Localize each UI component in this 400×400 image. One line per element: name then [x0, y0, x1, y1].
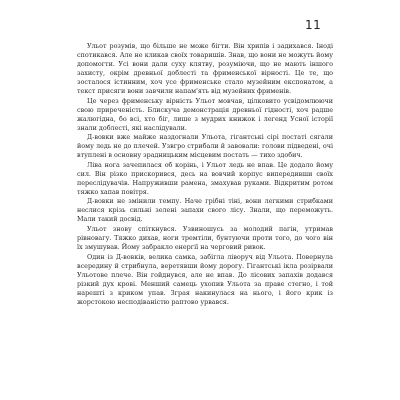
page-number: 11 [305, 18, 322, 32]
paragraph-5: Д-вовки не змінили темпу. Наче грібні тіні, вони легкими стрибками неслися крізь сильні зелені запахи свого лісу. Знали, що переможуть. Мали такий досвід. [77, 197, 333, 224]
paragraph-3: Д-вовки вже майже наздогнали Ульота, гігантські сірі постаті сягали йому ледь не до плечей. Узвгро стрибали й завовали: голови підведені, очі втуплені в основну зрадницьким місцевим постать — тихо здобич. [77, 133, 333, 160]
paragraph-4: Ліва нога зачепилася об корінь, і Ульот ледь не впав. Це додало йому сил. Він різко прискорився, десь на вовчий корпус випередивши своїх переслідувачів. Напруживши рамена, змахував руками. Відкритим ротом тяжко хапав повітря. [77, 160, 333, 196]
paragraph-2: Це через фрименську вірність Ульот мовчав, цілковито усвідомлюючи свою приреченість. Блискуча демонстрація древньої гідності, хоч радше жалюгідна, бо всі, хто біг, лише з мудрих книжок і легенд Усної історії знали доблесті, які наслідували. [77, 96, 333, 132]
paragraph-7: Один із Д-вовків, велика самка, забігла ліворуч від Ульота. Повернула всередину й стрибнула, веретявши йому дорогу. Гігантські ікла розірвали Ульотове плече. Він гойднувся, але не впав. До лісових запахів додався різкий дух крові. Менший самець ухопив Ульота за праве стегно, і той нарешті з криком упав. Зграя накинулася на нього, і його крик із жорстокою несподіваністю раптово урвався. [77, 252, 333, 306]
paragraph-1: Ульот розумів, що більше не може бігти. Він хрипів і задихався. Іноді спотикався. Але не кликав своїх товаришів. Знав, що вони не можуть йому допомогти. Усі вони дали суху клятву, розуміючи, що не мають іншого захисту, окрім древньої доблесті та фрименської вірності. Це те, що зосталося істинним, хоч усе фрименське стало музейним експонатом, а текст присяги вони завчили напам'ять від музейних фрименів. [77, 42, 333, 95]
paragraph-6: Ульот знову спіткнувся. Узвиношусь за молодий пагін, утримав рівновагу. Тяжко дихав, ноги тремтіли, бунтуючи проти того, до чого він їх змушував. Йому забракло енергії на черговий ривок. [77, 224, 333, 251]
body-text [77, 42, 333, 307]
